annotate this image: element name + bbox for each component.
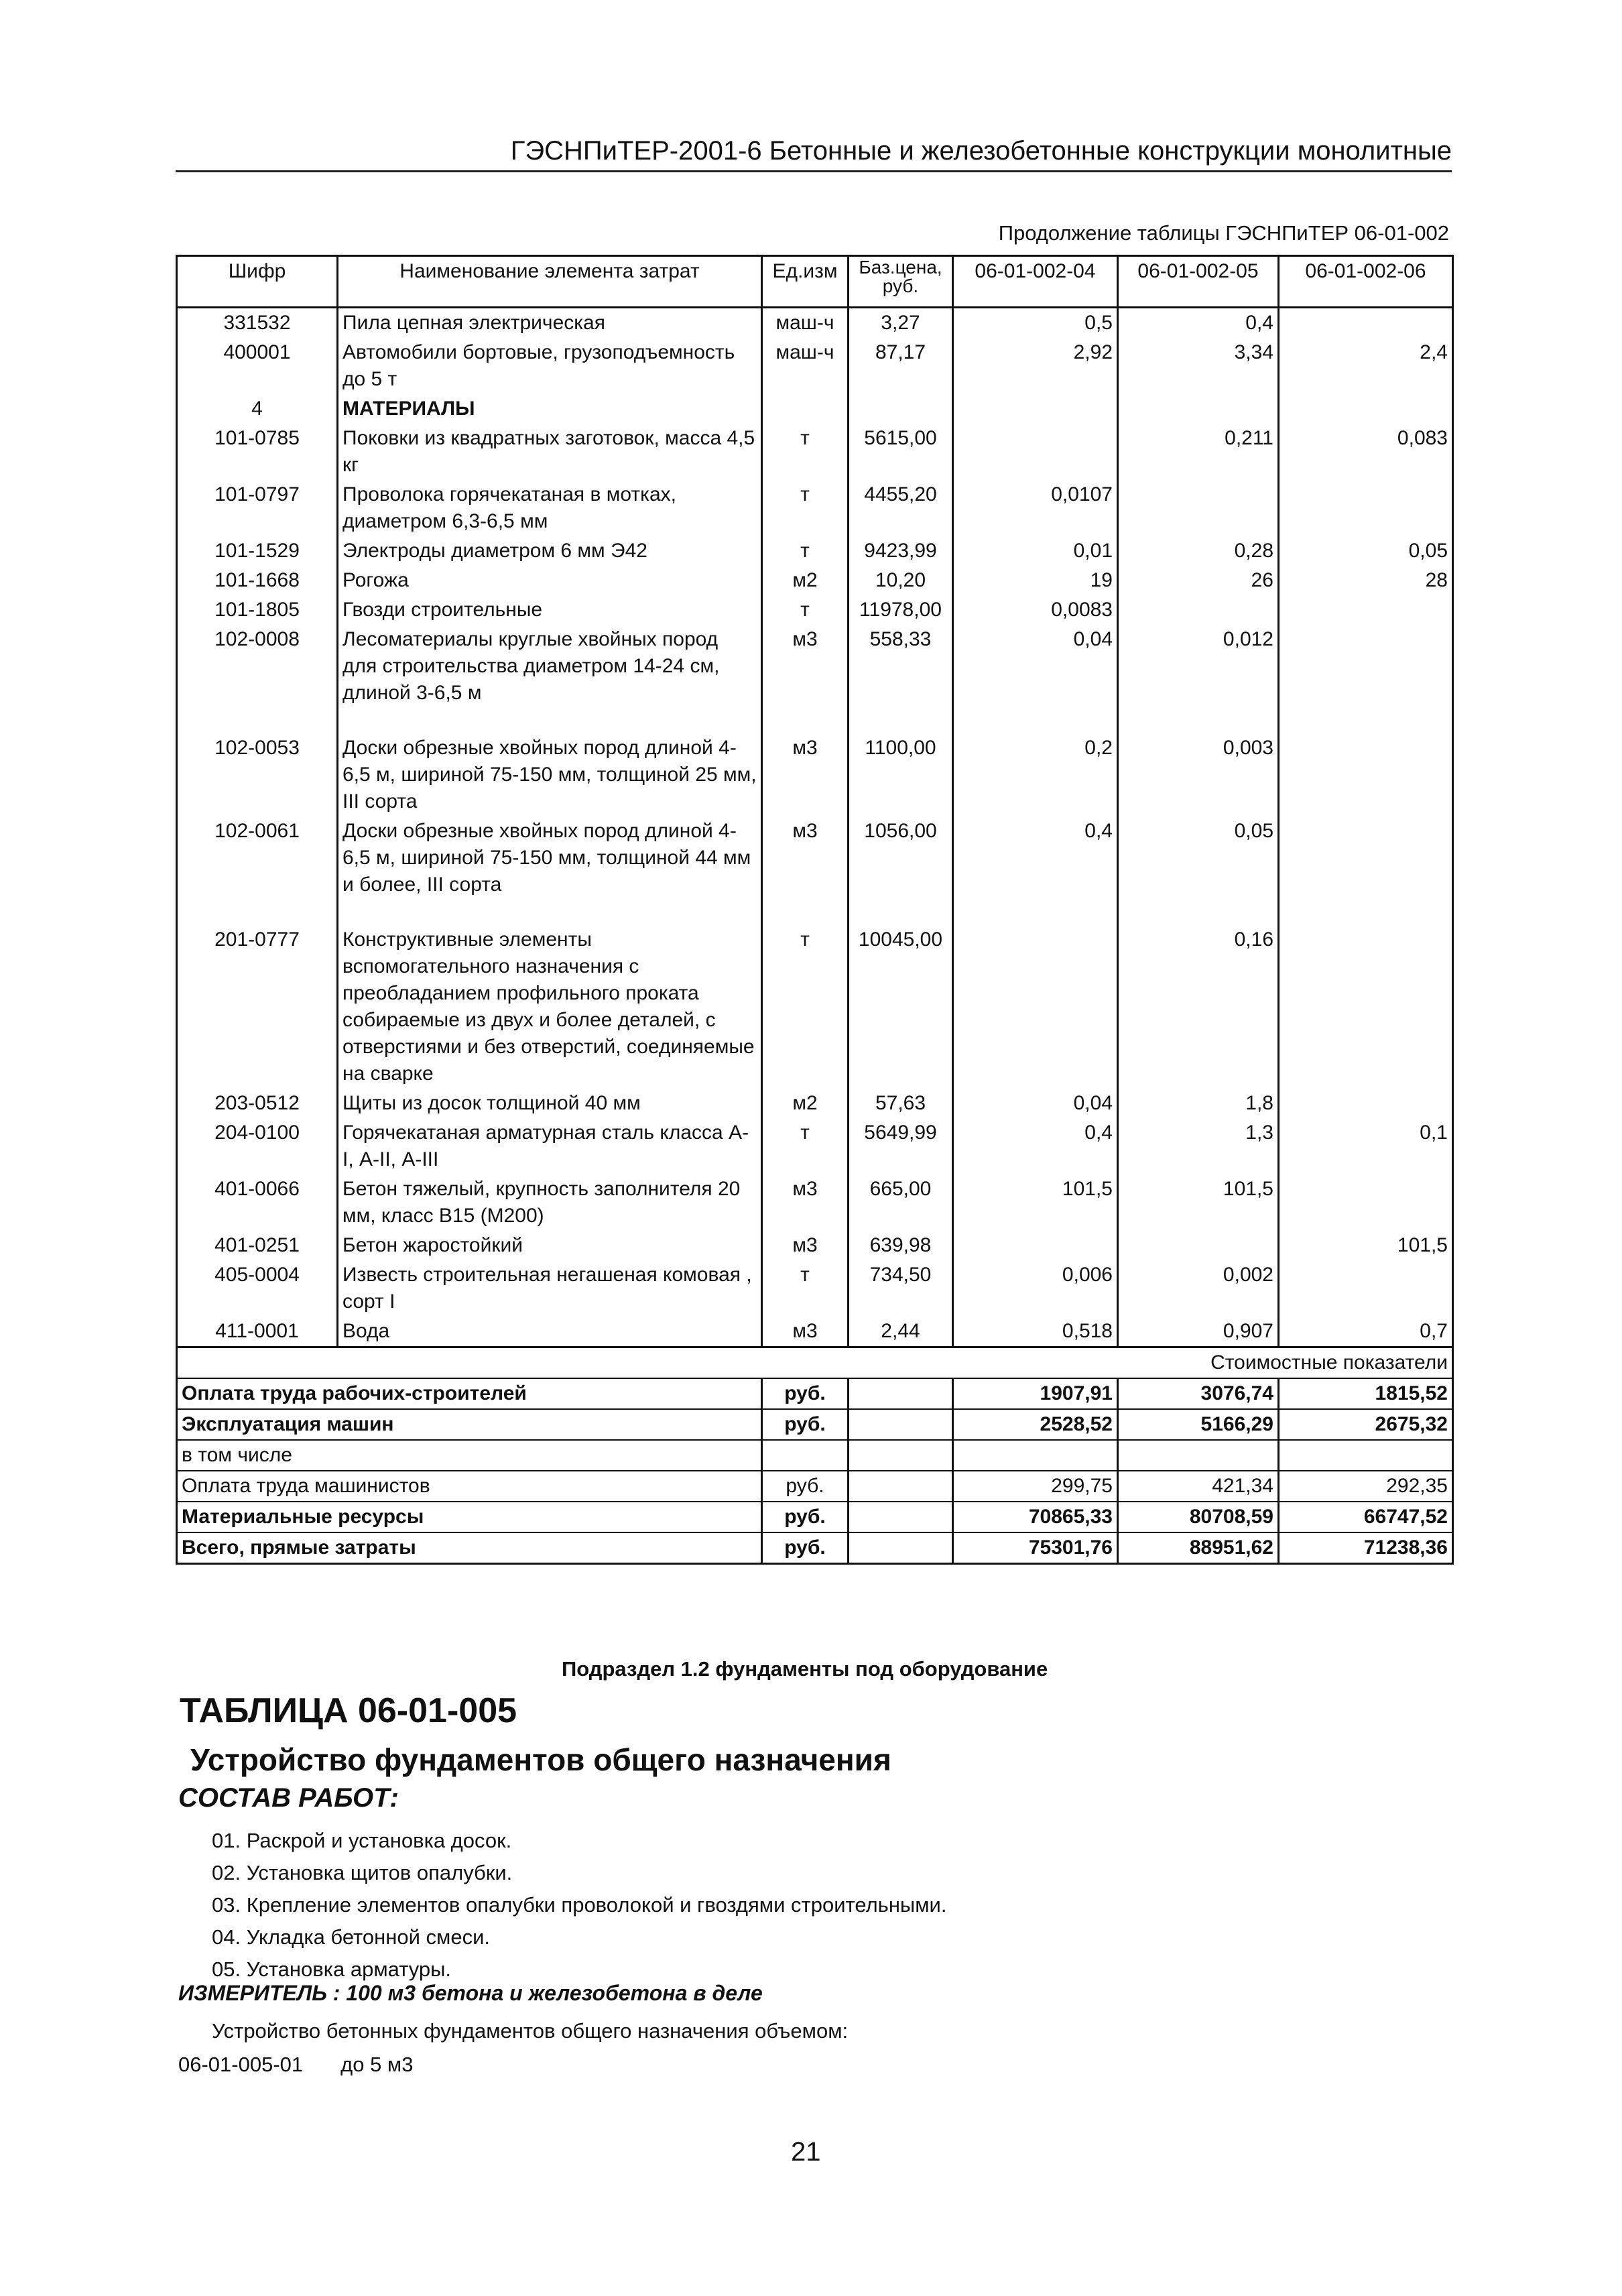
summary-row xyxy=(177,1409,1453,1440)
table-row xyxy=(177,1089,1453,1118)
row-value-05 xyxy=(1118,1231,1279,1260)
table-row xyxy=(177,424,1453,480)
summary-value-05 xyxy=(1118,1440,1279,1471)
row-price xyxy=(849,394,953,424)
row-name: МАТЕРИАЛЫ xyxy=(338,394,762,424)
row-value-04: 101,5 xyxy=(953,1174,1118,1231)
row-value-06 xyxy=(1279,595,1453,625)
table-row xyxy=(177,925,1453,1089)
row-value-04: 0,01 xyxy=(953,536,1118,566)
row-value-04 xyxy=(953,394,1118,424)
row-value-04: 0,5 xyxy=(953,308,1118,339)
row-code: 331532 xyxy=(177,308,338,339)
row-value-06 xyxy=(1279,394,1453,424)
summary-unit xyxy=(762,1440,849,1471)
row-value-06: 101,5 xyxy=(1279,1231,1453,1260)
summary-row xyxy=(177,1440,1453,1471)
table-row xyxy=(177,733,1453,817)
code-line xyxy=(178,2053,414,2077)
row-code: 101-1529 xyxy=(177,536,338,566)
row-code: 101-0797 xyxy=(177,480,338,536)
row-unit: маш-ч xyxy=(762,308,849,339)
row-name: Лесоматериалы круглые хвойных пород для строительства диаметром 14-24 см, длиной 3-6,5 м xyxy=(338,625,762,733)
summary-unit: руб. xyxy=(762,1502,849,1532)
page-header: ГЭСНПиТЕР-2001-6 Бетонные и железобетонные конструкции монолитные xyxy=(176,134,1452,172)
row-value-05 xyxy=(1118,595,1279,625)
summary-value-05: 5166,29 xyxy=(1118,1409,1279,1440)
summary-value-06 xyxy=(1279,1440,1453,1471)
row-name: Поковки из квадратных заготовок, масса 4,5 кг xyxy=(338,424,762,480)
row-name: Доски обрезные хвойных пород длиной 4-6,5 м, шириной 75-150 мм, толщиной 25 мм, III сорта xyxy=(338,733,762,817)
row-name: Рогожа xyxy=(338,566,762,595)
table-row xyxy=(177,595,1453,625)
operation-item: 02. Установка щитов опалубки. xyxy=(212,1861,513,1884)
row-name: Вода xyxy=(338,1317,762,1347)
row-unit xyxy=(762,394,849,424)
row-price: 1100,00 xyxy=(849,733,953,817)
row-unit: т xyxy=(762,1118,849,1174)
subsection-title: Подраздел 1.2 фундаменты под оборудование xyxy=(562,1657,1048,1681)
row-code: 4 xyxy=(177,394,338,424)
row-value-06 xyxy=(1279,1260,1453,1317)
row-price: 1056,00 xyxy=(849,817,953,925)
row-name: Доски обрезные хвойных пород длиной 4-6,5 м, шириной 75-150 мм, толщиной 44 мм и более, III сорта xyxy=(338,817,762,925)
row-price: 5615,00 xyxy=(849,424,953,480)
summary-value-06: 2675,32 xyxy=(1279,1409,1453,1440)
summary-value-06: 66747,52 xyxy=(1279,1502,1453,1532)
row-value-05: 0,28 xyxy=(1118,536,1279,566)
page-number: 21 xyxy=(791,2137,821,2167)
summary-empty xyxy=(849,1532,953,1564)
table-title: ТАБЛИЦА 06-01-005 xyxy=(180,1691,517,1730)
operation-item: 01. Раскрой и установка досок. xyxy=(212,1829,512,1852)
row-code: 411-0001 xyxy=(177,1317,338,1347)
row-value-06 xyxy=(1279,1089,1453,1118)
col-header-06: 06-01-002-06 xyxy=(1279,256,1453,308)
col-header-05: 06-01-002-05 xyxy=(1118,256,1279,308)
summary-row xyxy=(177,1471,1453,1502)
row-value-04: 0,04 xyxy=(953,625,1118,733)
work-code: 06-01-005-01 xyxy=(178,2053,304,2076)
row-unit: т xyxy=(762,1260,849,1317)
row-code: 102-0053 xyxy=(177,733,338,817)
row-unit: м3 xyxy=(762,1231,849,1260)
row-unit: м3 xyxy=(762,625,849,733)
row-price: 57,63 xyxy=(849,1089,953,1118)
row-price: 10045,00 xyxy=(849,925,953,1089)
row-name: Щиты из досок толщиной 40 мм xyxy=(338,1089,762,1118)
row-value-04 xyxy=(953,424,1118,480)
table-row xyxy=(177,817,1453,925)
row-price: 558,33 xyxy=(849,625,953,733)
table-row xyxy=(177,338,1453,394)
row-name: Горячекатаная арматурная сталь класса А-I, А-II, А-III xyxy=(338,1118,762,1174)
summary-value-04: 75301,76 xyxy=(953,1532,1118,1564)
row-price: 2,44 xyxy=(849,1317,953,1347)
summary-unit: руб. xyxy=(762,1532,849,1564)
col-header-name: Наименование элемента затрат xyxy=(338,256,762,308)
row-price: 734,50 xyxy=(849,1260,953,1317)
operations-list xyxy=(212,1825,946,1986)
table-row xyxy=(177,1317,1453,1347)
row-unit: м3 xyxy=(762,1174,849,1231)
row-name: Бетон тяжелый, крупность заполнителя 20 мм, класс В15 (М200) xyxy=(338,1174,762,1231)
summary-empty xyxy=(849,1502,953,1532)
row-value-06 xyxy=(1279,817,1453,925)
row-code: 204-0100 xyxy=(177,1118,338,1174)
row-value-05: 3,34 xyxy=(1118,338,1279,394)
row-code: 101-0785 xyxy=(177,424,338,480)
row-price: 3,27 xyxy=(849,308,953,339)
table-row xyxy=(177,1118,1453,1174)
row-unit: т xyxy=(762,536,849,566)
row-value-06: 0,083 xyxy=(1279,424,1453,480)
row-price: 4455,20 xyxy=(849,480,953,536)
table-row xyxy=(177,308,1453,339)
row-value-05: 0,002 xyxy=(1118,1260,1279,1317)
composition-label: СОСТАВ РАБОТ: xyxy=(178,1783,399,1813)
summary-value-05: 421,34 xyxy=(1118,1471,1279,1502)
summary-label: Всего, прямые затраты xyxy=(177,1532,762,1564)
summary-value-06: 1815,52 xyxy=(1279,1378,1453,1409)
row-value-05: 1,3 xyxy=(1118,1118,1279,1174)
row-price: 10,20 xyxy=(849,566,953,595)
row-value-05: 0,05 xyxy=(1118,817,1279,925)
row-name: Гвозди строительные xyxy=(338,595,762,625)
row-value-05: 0,4 xyxy=(1118,308,1279,339)
table-row xyxy=(177,394,1453,424)
row-unit: м3 xyxy=(762,733,849,817)
row-unit: т xyxy=(762,480,849,536)
row-value-04 xyxy=(953,1231,1118,1260)
summary-unit: руб. xyxy=(762,1471,849,1502)
work-volume: до 5 м3 xyxy=(340,2053,414,2076)
summary-empty xyxy=(849,1409,953,1440)
summary-value-05: 88951,62 xyxy=(1118,1532,1279,1564)
row-code: 401-0251 xyxy=(177,1231,338,1260)
table-continuation-caption: Продолжение таблицы ГЭСНПиТЕР 06-01-002 xyxy=(998,221,1449,245)
row-value-06 xyxy=(1279,925,1453,1089)
col-header-04: 06-01-002-04 xyxy=(953,256,1118,308)
resource-table xyxy=(176,255,1454,1565)
row-code: 102-0061 xyxy=(177,817,338,925)
operation-item: 05. Установка арматуры. xyxy=(212,1957,452,1981)
row-unit: т xyxy=(762,925,849,1089)
row-value-05: 26 xyxy=(1118,566,1279,595)
summary-value-04: 70865,33 xyxy=(953,1502,1118,1532)
row-price: 9423,99 xyxy=(849,536,953,566)
table-row xyxy=(177,480,1453,536)
row-value-06: 28 xyxy=(1279,566,1453,595)
row-value-04: 19 xyxy=(953,566,1118,595)
row-value-04: 0,0083 xyxy=(953,595,1118,625)
row-value-05: 0,003 xyxy=(1118,733,1279,817)
row-code: 400001 xyxy=(177,338,338,394)
row-value-04: 0,006 xyxy=(953,1260,1118,1317)
measurer: ИЗМЕРИТЕЛЬ : 100 м3 бетона и железобетона в деле xyxy=(178,1981,763,2005)
row-value-04: 0,04 xyxy=(953,1089,1118,1118)
row-price: 11978,00 xyxy=(849,595,953,625)
row-value-04: 0,4 xyxy=(953,1118,1118,1174)
row-value-04: 2,92 xyxy=(953,338,1118,394)
summary-label: в том числе xyxy=(177,1440,762,1471)
operation-item: 04. Укладка бетонной смеси. xyxy=(212,1925,491,1949)
row-unit: м3 xyxy=(762,817,849,925)
row-value-05: 101,5 xyxy=(1118,1174,1279,1231)
col-header-price: Баз.цена, руб. xyxy=(849,256,953,308)
table-row xyxy=(177,1231,1453,1260)
row-value-05: 0,211 xyxy=(1118,424,1279,480)
row-price: 5649,99 xyxy=(849,1118,953,1174)
row-value-06: 0,7 xyxy=(1279,1317,1453,1347)
row-value-04: 0,518 xyxy=(953,1317,1118,1347)
description: Устройство бетонных фундаментов общего назначения объемом: xyxy=(212,2019,849,2043)
row-value-05: 0,012 xyxy=(1118,625,1279,733)
row-value-05: 1,8 xyxy=(1118,1089,1279,1118)
summary-empty xyxy=(849,1378,953,1409)
table-row xyxy=(177,566,1453,595)
table-row xyxy=(177,625,1453,733)
row-name: Проволока горячекатаная в мотках, диаметром 6,3-6,5 мм xyxy=(338,480,762,536)
row-price: 665,00 xyxy=(849,1174,953,1231)
row-name: Известь строительная негашеная комовая , сорт I xyxy=(338,1260,762,1317)
summary-label: Оплата труда машинистов xyxy=(177,1471,762,1502)
row-code: 101-1805 xyxy=(177,595,338,625)
table-row xyxy=(177,1260,1453,1317)
table-row xyxy=(177,1174,1453,1231)
table-header-row xyxy=(177,256,1453,308)
summary-row xyxy=(177,1532,1453,1564)
section-title: Устройство фундаментов общего назначения xyxy=(190,1742,891,1777)
row-code: 401-0066 xyxy=(177,1174,338,1231)
row-value-06: 2,4 xyxy=(1279,338,1453,394)
row-value-05 xyxy=(1118,480,1279,536)
row-unit: т xyxy=(762,424,849,480)
row-value-04 xyxy=(953,925,1118,1089)
summary-value-04 xyxy=(953,1440,1118,1471)
summary-value-05: 3076,74 xyxy=(1118,1378,1279,1409)
summary-label: Эксплуатация машин xyxy=(177,1409,762,1440)
row-unit: м3 xyxy=(762,1317,849,1347)
summary-value-05: 80708,59 xyxy=(1118,1502,1279,1532)
row-unit: м2 xyxy=(762,566,849,595)
table-row xyxy=(177,536,1453,566)
row-code: 201-0777 xyxy=(177,925,338,1089)
summary-row xyxy=(177,1502,1453,1532)
summary-value-04: 299,75 xyxy=(953,1471,1118,1502)
summary-label: Материальные ресурсы xyxy=(177,1502,762,1532)
summary-header: Стоимостные показатели xyxy=(177,1347,1453,1379)
row-value-04: 0,0107 xyxy=(953,480,1118,536)
col-header-code: Шифр xyxy=(177,256,338,308)
row-code: 101-1668 xyxy=(177,566,338,595)
summary-empty xyxy=(849,1440,953,1471)
row-value-06 xyxy=(1279,308,1453,339)
col-header-unit: Ед.изм xyxy=(762,256,849,308)
summary-value-06: 292,35 xyxy=(1279,1471,1453,1502)
row-value-05: 0,907 xyxy=(1118,1317,1279,1347)
row-unit: т xyxy=(762,595,849,625)
operation-item: 03. Крепление элементов опалубки проволокой и гвоздями строительными. xyxy=(212,1893,947,1917)
row-price: 87,17 xyxy=(849,338,953,394)
row-value-04: 0,4 xyxy=(953,817,1118,925)
row-name: Пила цепная электрическая xyxy=(338,308,762,339)
summary-unit: руб. xyxy=(762,1409,849,1440)
summary-row xyxy=(177,1378,1453,1409)
row-code: 405-0004 xyxy=(177,1260,338,1317)
row-name: Бетон жаростойкий xyxy=(338,1231,762,1260)
row-value-05 xyxy=(1118,394,1279,424)
row-unit: м2 xyxy=(762,1089,849,1118)
row-value-06 xyxy=(1279,625,1453,733)
row-name: Конструктивные элементы вспомогательного назначения с преобладанием профильного проката собираемые из двух и более деталей, с отверстиями и без отверстий, соединяемые на сварке xyxy=(338,925,762,1089)
summary-label: Оплата труда рабочих-строителей xyxy=(177,1378,762,1409)
row-name: Автомобили бортовые, грузоподъемность до 5 т xyxy=(338,338,762,394)
summary-header-row xyxy=(177,1347,1453,1379)
summary-value-04: 2528,52 xyxy=(953,1409,1118,1440)
summary-value-04: 1907,91 xyxy=(953,1378,1118,1409)
summary-empty xyxy=(849,1471,953,1502)
row-value-05: 0,16 xyxy=(1118,925,1279,1089)
row-value-06 xyxy=(1279,1174,1453,1231)
row-value-06: 0,1 xyxy=(1279,1118,1453,1174)
summary-unit: руб. xyxy=(762,1378,849,1409)
row-code: 203-0512 xyxy=(177,1089,338,1118)
row-unit: маш-ч xyxy=(762,338,849,394)
row-code: 102-0008 xyxy=(177,625,338,733)
row-value-06 xyxy=(1279,733,1453,817)
row-name: Электроды диаметром 6 мм Э42 xyxy=(338,536,762,566)
row-value-06 xyxy=(1279,480,1453,536)
summary-value-06: 71238,36 xyxy=(1279,1532,1453,1564)
row-price: 639,98 xyxy=(849,1231,953,1260)
row-value-06: 0,05 xyxy=(1279,536,1453,566)
row-value-04: 0,2 xyxy=(953,733,1118,817)
